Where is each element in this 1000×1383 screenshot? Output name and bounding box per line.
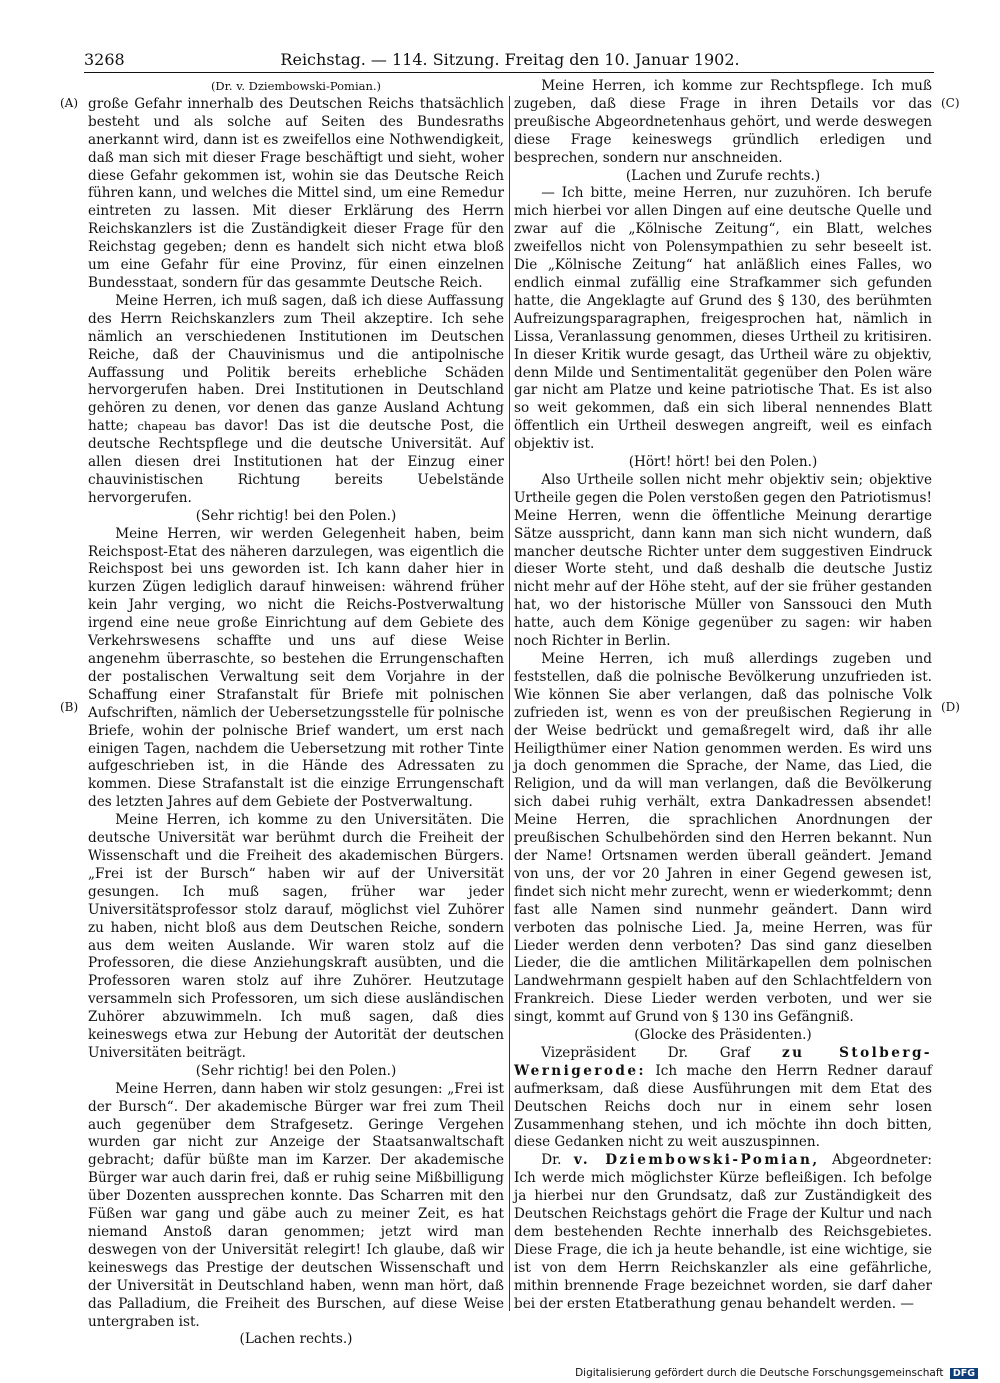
footer-credit — [575, 1367, 978, 1379]
paragraph: Meine Herren, ich komme zu den Universitäten. Die deutsche Universität war berühmt durch die Freiheit der Wissenschaft und die Freiheit des akademischen Bürgers. „Frei ist der Bursch“ haben wir auf der Universität gesungen. Ich muß sagen, früher war jeder Universitätsprofessor stolz darauf, möglichst viel Zuhörer zu haben, nicht bloß aus dem Deutschen Reiche, sondern aus dem weiten Auslande. Wir waren stolz auf die Professoren, die diese Anziehungskraft ausübten, und die Professoren waren stolz auf ihre Zuhörer. Heutzutage versammeln sich Professoren, um sich diese ausländischen Zuhörer abzuwimmeln. Ich muß sagen, daß dies keineswegs etwa zur Hebung der Autorität der deutschen Universitäten beiträgt. — [88, 812, 504, 1061]
speaker-name: zu Stolberg-Wernigerode: — [514, 1044, 932, 1079]
paragraph: Meine Herren, ich komme zur Rechtspflege. Ich muß zugeben, daß diese Frage in ihren Details vor das preußische Abgeordnetenhaus gehört, und werde deswegen diese Frage keineswegs gründlich erledigen und besprechen, sondern nur anschneiden. — [514, 78, 932, 166]
footer-text: Digitalisierung gefördert durch die Deutsche Forschungsgemeinschaft — [575, 1367, 944, 1379]
margin-mark-c: (C) — [941, 96, 960, 110]
interjection: (Lachen rechts.) — [239, 1331, 353, 1348]
paragraph: Meine Herren, dann haben wir stolz gesungen: „Frei ist der Bursch“. Der akademische Bürger war frei zum Theil auch gegenüber dem Strafgesetz. Geringe Vergehen wurden gar nicht zur Anzeige der Staatsanwaltschaft gebracht; dafür büßte man im Karzer. Der akademische Bürger war auch darin frei, daß er ruhig seine Mißbilligung über Dozenten aussprechen konnte. Das Scharren mit den Füßen war gang und gäbe auch zu meiner Zeit, es hat niemand Anstoß daran genommen; jetzt wird man deswegen von der Universität relegirt! Ich glaube, daß wir keineswegs das Prestige der deutschen Wissenschaft und der Universität in Deutschland haben, wenn man hört, daß das Palladium, die Freiheit des Burschen, auf diese Weise untergraben ist. — [88, 1080, 504, 1330]
interjection: (Glocke des Präsidenten.) — [634, 1027, 812, 1044]
left-column — [88, 78, 504, 1349]
paragraph: Meine Herren, ich muß allerdings zugeben und feststellen, daß die polnische Bevölkerung unzufrieden ist. Wie können Sie aber verlangen, daß das polnische Volk zufrieden ist, wenn es von der preußischen Regierung in der Weise bedrückt und gemaßregelt wird, daß ihr alle Heiligthümer einer Nation genommen werden. Es wird uns ja doch genommen die Sprache, der Name, das Lied, die Religion, und da will man verlangen, daß die Bevölkerung sich dabei ruhig verhält, extra Dankadressen absendet! Meine Herren, die sprachlichen Anordnungen der preußischen Schulbehörden sind den Herren bekannt. Nun der Name! Ortsnamen werden überall geändert. Jemand von uns, der vor 20 Jahren in einer Gegend gewesen ist, findet sich nicht mehr zurecht, wenn er wiederkommt; denn fast alle Namen sind nunmehr geändert. Dann wird verboten das polnische Lied. Ja, meine Herren, was für Lieder werden denn verboten? Das sind ganz dieselben Lieder, die die amtlichen Militärkapellen dem polnischen Landwehrmann gespielt haben auf den Schlachtfeldern von Frankreich. Diese Lieder werden verboten, und wer sie singt, kommt auf Grund von § 130 ins Gefängniß. — [514, 651, 932, 1026]
interjection: (Sehr richtig! bei den Polen.) — [195, 507, 397, 524]
margin-mark-a: (A) — [60, 96, 79, 110]
page-title: Reichstag. — 114. Sitzung. Freitag den 10. Januar 1902. — [280, 50, 740, 69]
text-segment: davor! Das ist die deutsche Post, die deutsche Rechtspflege und die deutsche Universität. Auf allen diesen drei Institutionen hat der Einzug einer chauvinistischen Richtung bereits Uebelstände hervorgerufen. — [88, 418, 505, 506]
page-header — [84, 50, 936, 70]
paragraph: große Gefahr innerhalb des Deutschen Reichs thatsächlich besteht und als solche auf Seiten des Bundesraths anerkannt wird, dann ist es zweifellos eine Nothwendigkeit, daß man sich mit dieser Frage beschäftigt und sieht, woher diese Gefahr gekommen ist, wohin sie das Deutsche Reich führen kann, und welches die Mittel sind, um eine Remedur eintreten zu lassen. Mit dieser Erklärung des Herrn Reichskanzlers ist die Zuständigkeit dieser Frage für den Reichstag gegeben; denn es handelt sich nicht etwa bloß um eine Gefahr für eine Provinz, für einen einzelnen Bundesstaat, sondern für das gesammte Deutsche Reich. — [88, 95, 504, 291]
speaker-intro: Dr. — [541, 1152, 562, 1169]
speech-vizepraesident — [514, 1045, 932, 1152]
speaker-continuation: (Dr. v. Dziembowski-Pomian.) — [210, 79, 382, 93]
column-separator — [509, 96, 510, 1311]
speaker-intro: Vizepräsident Dr. Graf — [541, 1044, 751, 1061]
speaker-name: v. Dziembowski-Pomian, — [573, 1152, 820, 1169]
speech-text: Abgeordneter: Ich werde mich möglichster Kürze befleißigen. Ich befolge ja hierbei nur den Grundsatz, daß zur Zuständigkeit des Deutschen Reichstags gehört die Frage der Kultur und nach dem bestehenden Rechte innerhalb des Reichsgebietes. Diese Frage, die ich ja heute behandle, ist eine wichtige, sie ist von dem Herrn Reichskanzler als eine gefährliche, mithin brennende Frage bezeichnet worden, sie darf daher bei der ersten Etatberathung genau behandelt werden. — — [514, 1152, 933, 1312]
text-segment: Meine Herren, ich muß sagen, daß ich diese Auffassung des Herrn Reichskanzlers zum Theil akzeptire. Ich sehe nämlich an verschiedenen Institutionen im Deutschen Reiche, daß der Chauvinismus und die antipolnische Auffassung und Politik bereits erhebliche Schäden hervorgerufen haben. Drei Institutionen in Deutschland gehören zu denen, vor denen das ganze Ausland Achtung hatte; — [88, 292, 504, 435]
margin-mark-b: (B) — [60, 700, 79, 714]
paragraph: Meine Herren, wir werden Gelegenheit haben, beim Reichspost-Etat des näheren darzulegen, was eigentlich die Reichspost bei uns geworden ist. Ich kann daher hier in kurzen Zügen lediglich darauf hinweisen: während früher kein Jahr verging, wo nicht die Reichs-Postverwaltung irgend eine neue große Einrichtung auf dem Gebiete des Verkehrswesens schaffte und uns auf diese Weise angenehm überraschte, so bestehen die Errungenschaften der postalischen Verwaltung seit dem Vorjahre in der Schaffung einer Strafanstalt für Briefe mit polnischen Aufschriften, nämlich der Uebersetzungsstelle für polnische Briefe, wohin der polnische Brief wandert, um erst nach einigen Tagen, nachdem die Uebersetzung mit rother Tinte aufgeschrieben ist, in die Hände des Adressaten zu kommen. Diese Strafanstalt ist die einzige Errungenschaft des letzten Jahres auf dem Gebiete der Postverwaltung. — [88, 525, 504, 811]
page-number: 3268 — [84, 50, 125, 69]
interjection: (Sehr richtig! bei den Polen.) — [195, 1062, 397, 1079]
right-column — [514, 78, 932, 1314]
paragraph: — Ich bitte, meine Herren, nur zuzuhören. Ich berufe mich hierbei vor allen Dingen auf eine deutsche Quelle und zwar auf die „Kölnische Zeitung“, ein Blatt, welches zweifellos nicht von Polensympathien zu sehr beseelt ist. Die „Kölnische Zeitung“ hat anläßlich eines Falles, wo endlich einmal zufällig eine Strafkammer sich gefunden hatte, die Angeklagte auf Grund des § 130, des berühmten Aufreizungsparagraphen, freigesprochen hat, nämlich in Lissa, Veranlassung genommen, dieses Urtheil zu kritisiren. In dieser Kritik wurde gesagt, das Urtheil wäre zu objektiv, denn Milde und Sentimentalität gegenüber den Polen wäre gar nicht am Platze und keine patriotische That. Es ist also so weit gekommen, daß ein sich liberal nennendes Blatt öffentlich ein Urtheil deswegen angreift, weil es einfach objektiv ist. — [514, 185, 932, 453]
header-rule — [84, 72, 934, 73]
paragraph: Also Urtheile sollen nicht mehr objektiv sein; objektive Urtheile gegen die Polen verstoßen gegen den Patriotismus! Meine Herren, wenn die öffentliche Meinung derartige Sätze ausspricht, dann kann man sich nicht wundern, daß mancher deutsche Richter unter dem suggestiven Eindruck dieser Worte steht, und daß deshalb die deutsche Justiz nicht mehr auf der Höhe steht, auf der sie früher gestanden hat, wo der historische Müller von Sanssouci den Muth hatte, auch dem Könige gegenüber zu sagen: wir haben noch Richter in Berlin. — [514, 471, 932, 650]
paragraph — [88, 293, 504, 508]
speech-text: Ich mache den Herrn Redner darauf aufmerksam, daß diese Ausführungen mit dem Etat des Deutschen Reichs doch nur in einem sehr losen Zusammenhang stehen, und ich möchte ihn doch bitten, diese Gedanken nicht zu weit auszuspinnen. — [514, 1062, 932, 1151]
margin-mark-d: (D) — [941, 700, 960, 714]
speech-dziembowski — [514, 1152, 932, 1313]
latin-phrase: chapeau bas — [137, 419, 216, 434]
interjection: (Hört! hört! bei den Polen.) — [628, 454, 818, 471]
interjection: (Lachen und Zurufe rechts.) — [625, 167, 821, 184]
dfg-logo: DFG — [950, 1368, 978, 1379]
